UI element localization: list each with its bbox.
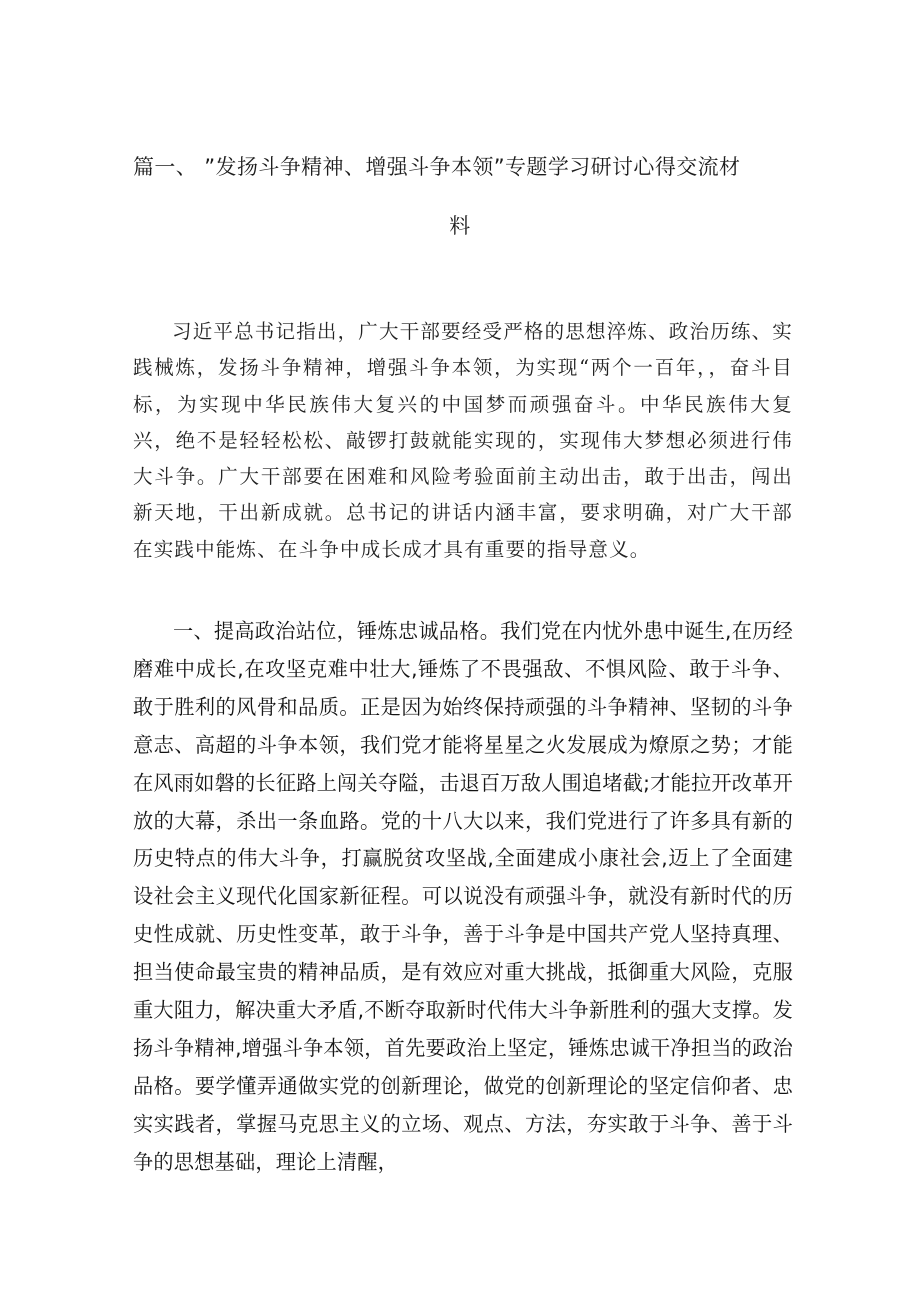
document-title-continued: 料 xyxy=(449,214,471,238)
document-title: 篇一、 ”发扬斗争精神、增强斗争本领”专题学习研讨心得交流材 xyxy=(133,155,741,179)
intro-paragraph: 习近平总书记指出，广大干部要经受严格的思想淬炼、政治历练、实践械炼，发扬斗争精神，增强斗争本领，为实现“两个一百年，，奋斗目标，为实现中华民族伟大复兴的中国梦而顽强奋斗。中华民族伟大复兴，绝不是轻轻松松、敲锣打鼓就能实现的，实现伟大梦想必须进行伟大斗争。广大干部要在困难和风险考验面前主动出击，敢于出击，闯出新天地，干出新成就。总书记的讲话内涵丰富，要求明确，对广大干部在实践中能炼、在斗争中成长成才具有重要的指导意义。 xyxy=(133,320,794,561)
section-one-paragraph: 一、提高政治站位，锤炼忠诚品格。我们党在内忧外患中诞生,在历经磨难中成长,在攻坚克难中壮大,锤炼了不畏强敌、不惧风险、敢于斗争、敢于胜利的风骨和品质。正是因为始终保持顽强的斗争精神、坚韧的斗争意志、高超的斗争本领，我们党才能将星星之火发展成为燎原之势；才能在风雨如磐的长征路上闯关夺隘，击退百万敌人围追堵截;才能拉开改革开放的大幕，杀出一条血路。党的十八大以来，我们党进行了许多具有新的历史特点的伟大斗争，打赢脱贫攻坚战,全面建成小康社会,迈上了全面建设社会主义现代化国家新征程。可以说没有顽强斗争，就没有新时代的历史性成就、历史性变革，敢于斗争，善于斗争是中国共产党人坚持真理、担当使命最宝贵的精神品质，是有效应对重大挑战，抵御重大风险，克服重大阻力，解决重大矛盾,不断夺取新时代伟大斗争新胜利的强大支撑。发扬斗争精神,增强斗争本领，首先要政治上坚定，锤炼忠诚干净担当的政治品格。要学懂弄通做实党的创新理论，做党的创新理论的坚定信仰者、忠实实践者，掌握马克思主义的立场、观点、方法，夯实敢于斗争、善于斗争的思想基础，理论上清醒， xyxy=(133,619,793,1174)
